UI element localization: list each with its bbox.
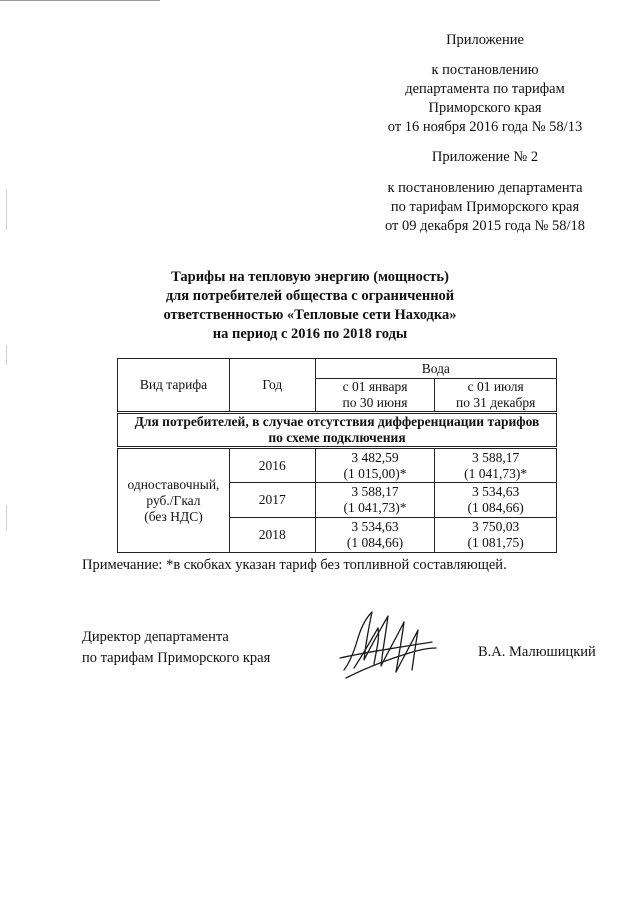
decree2-line-3: от 09 декабря 2015 года № 58/18 — [384, 218, 586, 234]
decree-line-1: к постановлению — [431, 62, 539, 78]
decree-line-2: департамента по тарифам — [405, 81, 565, 97]
table-row — [118, 448, 557, 483]
section-header: Для потребителей, в случае отсутствия дифференциации тарифов по схеме подключения — [118, 413, 557, 448]
header-period-1: с 01 января по 30 июня — [315, 379, 435, 413]
tariff-cell: 3 588,17 (1 041,73)* — [435, 448, 557, 483]
signatory-name: В.А. Малюшицкий — [478, 644, 596, 660]
handwritten-signature — [336, 608, 456, 688]
year-cell: 2016 — [229, 448, 315, 483]
header-tariff-type: Вид тарифа — [118, 359, 230, 413]
tariff-cell: 3 482,59 (1 015,00)* — [315, 448, 435, 483]
title-line: Тарифы на тепловую энергию (мощность) — [171, 269, 449, 285]
signatory-position: Директор департамента по тарифам Приморского края — [82, 629, 271, 666]
scan-left-edge-mark — [6, 505, 7, 530]
document-title — [100, 268, 520, 344]
decree-line-4: от 16 ноября 2016 года № 58/13 — [387, 119, 583, 135]
decree-line-3: Приморского края — [428, 100, 542, 116]
decree2-line-1: к постановлению департамента — [387, 180, 583, 196]
title-line: ответственностью «Тепловые сети Находка» — [163, 307, 457, 323]
title-line: на период с 2016 по 2018 годы — [212, 326, 408, 342]
tariff-table — [117, 358, 557, 553]
header-water: Вода — [315, 359, 556, 379]
scan-top-edge — [0, 0, 160, 1]
tariff-cell: 3 534,63 (1 084,66) — [315, 518, 435, 553]
tariff-cell: 3 588,17 (1 041,73)* — [315, 483, 435, 518]
title-line: для потребителей общества с ограниченной — [165, 288, 455, 304]
year-cell: 2017 — [229, 483, 315, 518]
footnote: Примечание: *в скобках указан тариф без топливной составляющей. — [82, 557, 507, 573]
tariff-cell: 3 534,63 (1 084,66) — [435, 483, 557, 518]
tariff-cell: 3 750,03 (1 081,75) — [435, 518, 557, 553]
appendix2-label: Приложение № 2 — [431, 149, 539, 165]
header-period-2: с 01 июля по 31 декабря — [435, 379, 557, 413]
scan-left-edge-mark — [6, 345, 7, 365]
header-year: Год — [229, 359, 315, 413]
scan-left-edge-mark — [6, 190, 7, 230]
appendix-label: Приложение — [446, 32, 524, 48]
tariff-type-cell: одноставочный, руб./Гкал (без НДС) — [118, 448, 230, 553]
year-cell: 2018 — [229, 518, 315, 553]
decree2-line-2: по тарифам Приморского края — [390, 199, 580, 215]
